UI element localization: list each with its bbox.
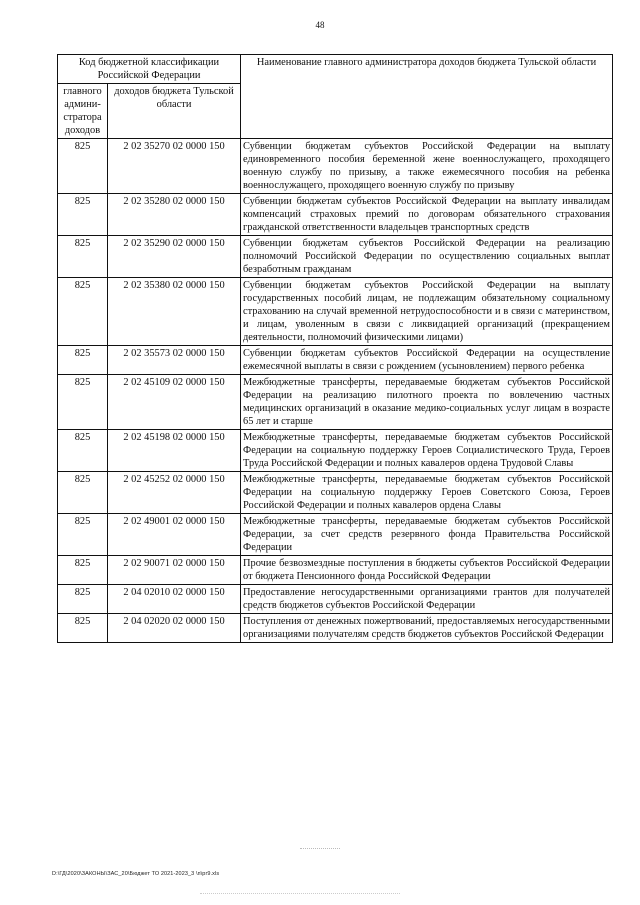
income-code-cell: 2 02 35280 02 0000 150 [108,194,241,236]
income-code-cell: 2 02 45198 02 0000 150 [108,430,241,472]
table-header-row [58,55,613,84]
scan-artifact-line [200,893,400,895]
table-row [58,614,613,643]
income-name-cell: Поступления от денежных пожертвований, предоставляемых негосударственными организациями получателям средств бюджетов субъектов Российской Федерации [241,614,613,643]
table-row [58,139,613,194]
income-code-cell: 2 02 90071 02 0000 150 [108,556,241,585]
admin-code-cell: 825 [58,585,108,614]
table-row [58,514,613,556]
table-row [58,585,613,614]
admin-code-cell: 825 [58,194,108,236]
table-row [58,375,613,430]
income-name-cell: Субвенции бюджетам субъектов Российской Федерации на выплату инвалидам компенсаций страховых премий по договорам обязательного страхования гражданской ответственности владельцев транспортных средств [241,194,613,236]
income-name-cell: Межбюджетные трансферты, передаваемые бюджетам субъектов Российской Федерации на реализацию пилотного проекта по вовлечению частных медицинских организаций в оказание медико-социальных услуг лицам в возрасте 65 лет и старше [241,375,613,430]
income-code-cell: 2 02 49001 02 0000 150 [108,514,241,556]
admin-code-cell: 825 [58,514,108,556]
income-code-cell: 2 04 02020 02 0000 150 [108,614,241,643]
table-row [58,346,613,375]
table-row [58,236,613,278]
table-row [58,278,613,346]
admin-code-cell: 825 [58,346,108,375]
footer-file-path: D:\ГД\2020\ЗАКОНЫ\ЗАС_20\Бюджет ТО 2021-2023_3 \п\pr9.xls [52,871,220,877]
table-row [58,472,613,514]
header-code-group: Код бюджетной классификации Российской Федерации [58,55,241,84]
income-code-cell: 2 02 45252 02 0000 150 [108,472,241,514]
income-name-cell: Межбюджетные трансферты, передаваемые бюджетам субъектов Российской Федерации на социальную поддержку Героев Социалистического Труда, Героев Труда Российской Федерации и полных кавалеров ордена Трудовой Славы [241,430,613,472]
admin-code-cell: 825 [58,375,108,430]
income-name-cell: Субвенции бюджетам субъектов Российской Федерации на осуществление ежемесячной выплаты в связи с рождением (усыновлением) первого ребенка [241,346,613,375]
admin-code-cell: 825 [58,139,108,194]
income-code-cell: 2 02 35380 02 0000 150 [108,278,241,346]
admin-code-cell: 825 [58,472,108,514]
header-name-column: Наименование главного администратора доходов бюджета Тульской области [241,55,613,139]
budget-classification-table [57,54,613,643]
page-number: 48 [315,20,325,30]
income-name-cell: Предоставление негосударственными организациями грантов для получателей средств бюджетов субъектов Российской Федерации [241,585,613,614]
income-name-cell: Прочие безвозмездные поступления в бюджеты субъектов Российской Федерации от бюджета Пенсионного фонда Российской Федерации [241,556,613,585]
income-code-cell: 2 02 45109 02 0000 150 [108,375,241,430]
scan-artifact [300,848,340,853]
header-income-column: доходов бюджета Тульской области [108,84,241,139]
income-name-cell: Межбюджетные трансферты, передаваемые бюджетам субъектов Российской Федерации, за счет средств резервного фонда Правительства Российской Федерации [241,514,613,556]
income-code-cell: 2 02 35573 02 0000 150 [108,346,241,375]
admin-code-cell: 825 [58,430,108,472]
income-code-cell: 2 04 02010 02 0000 150 [108,585,241,614]
income-name-cell: Субвенции бюджетам субъектов Российской Федерации на выплату единовременного пособия беременной жене военнослужащего, проходящего военную службу по призыву, а также ежемесячного пособия на ребенка военнослужащего, проходящего военную службу по призыву [241,139,613,194]
income-name-cell: Межбюджетные трансферты, передаваемые бюджетам субъектов Российской Федерации на социальную поддержку Героев Советского Союза, Героев Российской Федерации и полных кавалеров ордена Славы [241,472,613,514]
admin-code-cell: 825 [58,236,108,278]
header-admin-column: главного админи-стратора доходов [58,84,108,139]
income-code-cell: 2 02 35270 02 0000 150 [108,139,241,194]
admin-code-cell: 825 [58,278,108,346]
admin-code-cell: 825 [58,614,108,643]
admin-code-cell: 825 [58,556,108,585]
income-name-cell: Субвенции бюджетам субъектов Российской Федерации на выплату государственных пособий лицам, не подлежащим обязательному социальному страхованию на случай временной нетрудоспособности и в связи с материнством, и лицам, уволенным в связи с ликвидацией организаций (прекращением деятельности, полномочий физическими лицами) [241,278,613,346]
table-row [58,556,613,585]
table-body [58,139,613,643]
table-row [58,194,613,236]
table-row [58,430,613,472]
income-code-cell: 2 02 35290 02 0000 150 [108,236,241,278]
income-name-cell: Субвенции бюджетам субъектов Российской Федерации на реализацию полномочий Российской Федерации по осуществлению социальных выплат безработным гражданам [241,236,613,278]
